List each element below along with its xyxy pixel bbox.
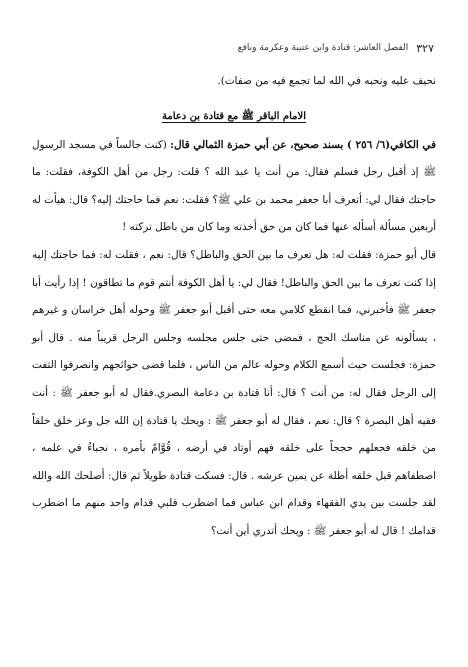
hadith-source: في الكافي(٦/ ٢٥٦ ) بسند صحيح، عن أبي حمزة الثمالي قال: — [170, 138, 437, 151]
opening-line: نحيف عليه ونحبه في الله لما تجمع فيه من صفات). — [217, 75, 436, 87]
paragraph-1 — [32, 132, 436, 242]
page-body — [32, 68, 436, 546]
paragraph-1-text: (كنت جالساً في مسجد الرسول ﷺ إذ أقبل رجل فسلم فقال: من أنت يا عبد الله ؟ قلت: رجل من أهل الكوفة، فقلت: ما حاجتك فقال لي: أتعرف أبا جعفر محمد بن علي ﷺ؟ فقلت: نعم فما حاجتك إليه؟ قال: هيأت له أربعين مسألة أسأله عنها فما كان من حق أخذته وما كان من باطل تركته ! — [32, 138, 436, 234]
page-header — [30, 40, 434, 56]
page-number: ٣٢٧ — [416, 41, 434, 55]
paragraph-2: قال أبو حمزة: فقلت له: هل تعرف ما بين الحق والباطل؟ قال: نعم ، فقلت له: فما حاجتك إليه إذا كنت تعرف ما بين الحق والباطل! فقال لي: يا أهل الكوفة أنتم قوم ما تطاقون ! إذا رأيت أبا جعفر ﷺ فأخبرني، فما انقطع كلامي معه حتى أقبل أبو جعفر ﷺ وحوله أهل خراسان و غيرهم ، يسألونه عن مناسك الحج ، فمضى حتى جلس مجلسه وجلس الرجل قريباً منه . قال أبو حمزة: فجلست حيث أسمع الكلام وحوله عالم من الناس ، فلما قضى حوائجهم وانصرفوا التفت إلى الرجل فقال له: من أنت ؟ قال: أنا قتادة بن دعامة البصري.فقال له أبو جعفر ﷺ : أنت فقيه أهل البصرة ؟ قال: نعم ، فقال له أبو جعفر ﷺ : ويحك يا قتادة إن الله جل وعز خلق خلقاً من خلقه فجعلهم حججاً على خلقه فهم أوتاد في أرضه ، قُوَّامٌ بأمره ، نجباءُ في علمه ، اصطفاهم قبل خلقه أظلة عن يمين عرشه . قال: فسكت قتادة طويلاً ثم قال: أصلحك الله والله لقد جلست بين يدي الفقهاء وقدام ابن عباس فما اضطرب قلبي قدام واحد منهم ما اضطرب قدامك ! قال له أبو جعفر ﷺ : ويحك أتدري أين أنت؟ — [32, 248, 436, 537]
section-title: الامام الباقر ﷺ مع قتادة بن دعامة — [161, 110, 307, 122]
running-title: الفصل العاشر: قتادة وابن عتيبة وعكرمة ونافع — [237, 43, 409, 53]
